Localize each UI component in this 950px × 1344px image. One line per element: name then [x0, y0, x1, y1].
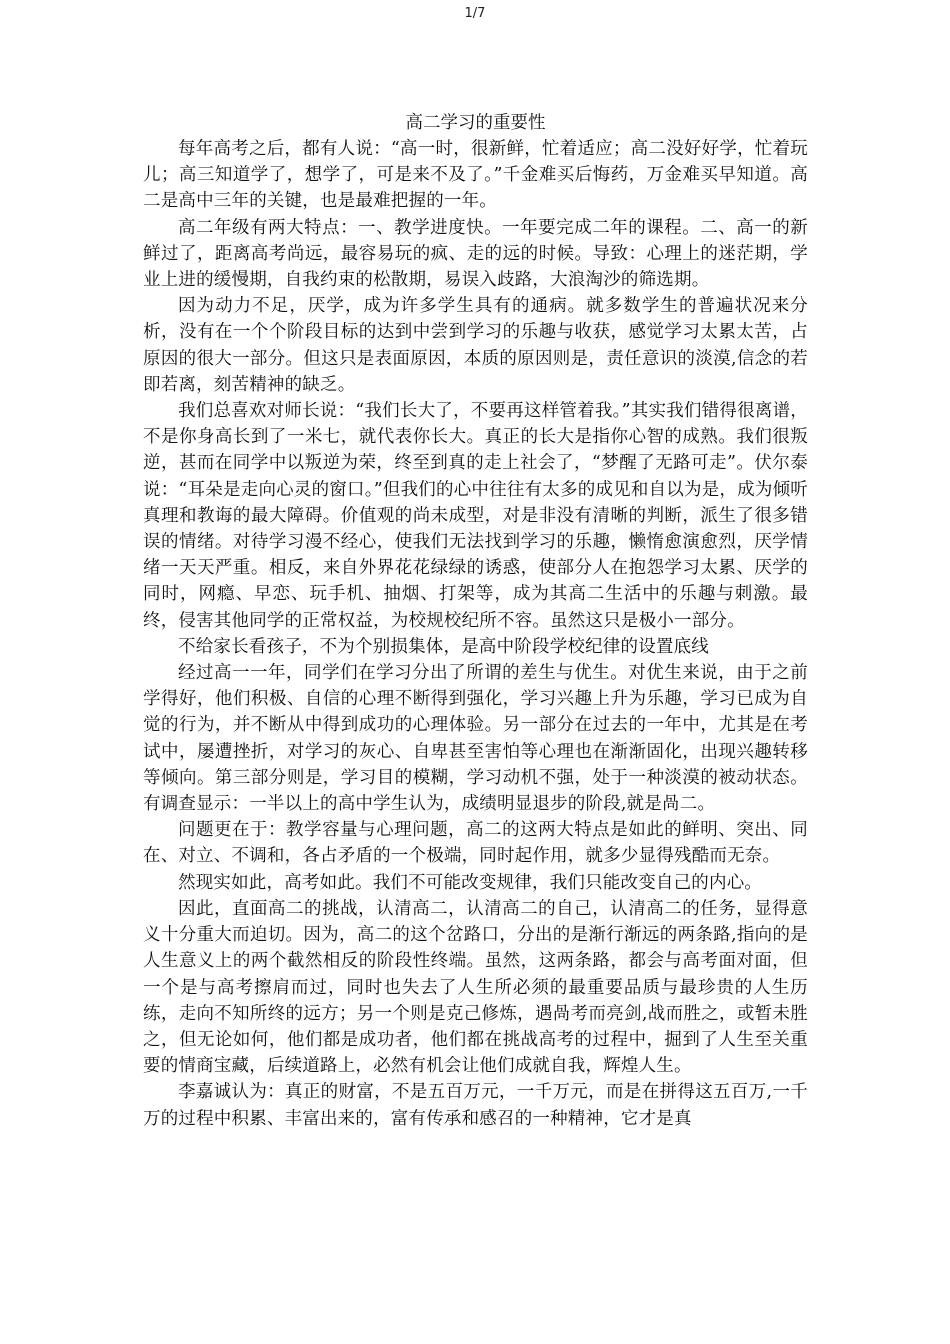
paragraph-10: 李嘉诚认为：真正的财富，不是五百万元，一千万元，而是在拼得这五百万,一千万的过程中积累、丰富出来的，富有传承和感召的一种精神，它才是真 — [143, 1082, 808, 1129]
document-body — [143, 110, 808, 1132]
document-title: 高二学习的重要性 — [405, 113, 546, 133]
paragraph-8: 然现实如此，高考如此。我们不可能改变规律，我们只能改变自己的内心。 — [178, 872, 763, 893]
paragraph-4: 我们总喜欢对师长说：“我们长大了，不要再这样管着我。”其实我们错得很离谱，不是你身高长到了一米七，就代表你长大。真正的长大是指你心智的成熟。我们很叛逆，甚而在同学中以叛逆为荣，终至到真的走上社会了，“梦醒了无路可走”。伏尔泰说：“耳朵是走向心灵的窗口。”但我们的心中往往有太多的成见和自以为是，成为倾听真理和教诲的最大障碍。价值观的尚未成型，对是非没有清晰的判断，派生了很多错误的情绪。对待学习漫不经心，使我们无法找到学习的乐趣，懒惰愈演愈烈，厌学情绪一天天严重。相反，来自外界花花绿绿的诱惑，使部分人在抱怨学习太累、厌学的同时，网瘾、早恋、玩手机、抽烟、打架等，成为其高二生活中的乐趣与刺激。最终，侵害其他同学的正常权益，为校规校纪所不容。虽然这只是极小一部分。 — [143, 401, 808, 631]
paragraph-9: 因此，直面高二的挑战，认清高二，认清高二的自己，认清高二的任务，显得意义十分重大而迫切。因为，高二的这个岔路口，分出的是渐行渐远的两条路,指向的是人生意义上的两个截然相反的阶段性终端。虽然，这两条路，都会与高考面对面，但一个是与高考擦肩而过，同时也失去了人生所必须的最重要品质与最珍贵的人生历练，走向不知所终的远方；另一个则是克己修炼，遇咼考而亮剑,战而胜之，或暂未胜之，但无论如何，他们都是成功者，他们都在挑战高考的过程中，掘到了人生至关重要的情商宝藏，后续道路上，必然有机会让他们成就自我，辉煌人生。 — [143, 898, 808, 1077]
paragraph-2: 高二年级有两大特点：一、教学进度快。一年要完成二年的课程。二、高一的新鲜过了，距离高考尚远，最容易玩的疯、走的远的时候。导致：心理上的迷茫期，学业上进的缓慢期，自我约束的松散期，易误入歧路，大浪淘沙的筛选期。 — [143, 217, 808, 291]
paragraph-7: 问题更在于：教学容量与心理问题，高二的这两大特点是如此的鲜明、突出、同在、对立、不调和，各占矛盾的一个极端，同时起作用，就多少显得残酷而无奈。 — [143, 820, 808, 867]
paragraph-6: 经过高一一年，同学们在学习分出了所谓的差生与优生。对优生来说，由于之前学得好，他们积极、自信的心理不断得到强化，学习兴趣上升为乐趣，学习已成为自觉的行为，并不断从中得到成功的心理体验。另一部分在过去的一年中，尤其是在考试中，屡遭挫折，对学习的灰心、自卑甚至害怕等心理也在渐渐固化，出现兴趣转移等倾向。第三部分则是，学习目的模糊，学习动机不强，处于一种淡漠的被动状态。有调查显示：一半以上的高中学生认为，成绩明显退步的阶段,就是咼二。 — [143, 663, 808, 815]
paragraph-1: 每年高考之后，都有人说：“高一时，很新鲜，忙着适应；高二没好好学，忙着玩儿；高三知道学了，想学了，可是来不及了。”千金难买后悔药，万金难买早知道。高二是高中三年的关键，也是最难把握的一年。 — [143, 139, 808, 212]
paragraph-3: 因为动力不足，厌学，成为许多学生具有的通病。就多数学生的普遍状况来分析，没有在一个个阶段目标的达到中尝到学习的乐趣与收获，感觉学习太累太苦，占原因的很大一部分。但这只是表面原因，本质的原因则是，责任意识的淡漠,信念的若即若离，刻苦精神的缺乏。 — [143, 296, 808, 395]
page-number: 1/7 — [464, 6, 486, 21]
paragraph-5: 不给家长看孩子，不为个别损集体，是高中阶段学校纪律的设置底线 — [178, 636, 709, 657]
